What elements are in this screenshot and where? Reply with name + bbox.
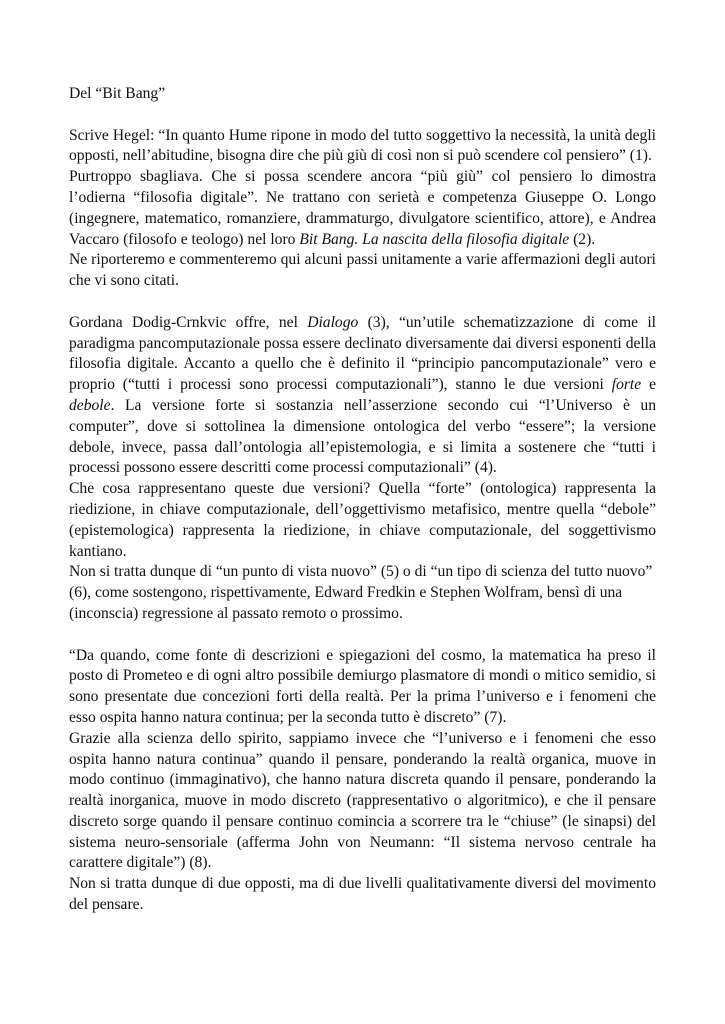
paragraph xyxy=(69,313,656,479)
paragraph-text: e xyxy=(641,376,656,394)
paragraph xyxy=(69,874,656,916)
paragraph xyxy=(69,729,656,875)
italic-text: Dialogo xyxy=(307,313,359,331)
paragraph-text: Non si tratta dunque di “un punto di vista nuovo” (5) o di “un tipo di scienza del tutto nuovo” (6), come sostengono, rispettivamente, Edward Fredkin e Stephen Wolfram, bensì di una (inconscia) regressione al passato remoto o prossimo. xyxy=(69,563,653,622)
paragraph-text: Che cosa rappresentano queste due versioni? Quella “forte” (ontologica) rappresenta la riedizione, in chiave computazionale, dell’oggettivismo metafisico, mentre quella “debole” (epistemologica) rappresenta la riedizione, in chiave computazionale, del soggettivismo kantiano. xyxy=(69,480,656,560)
document-body xyxy=(69,126,656,916)
section-spacer xyxy=(69,625,656,646)
section-spacer xyxy=(69,292,656,313)
paragraph-text: Gordana Dodig-Crnkvic offre, nel xyxy=(69,313,308,331)
paragraph xyxy=(69,250,656,292)
section-1 xyxy=(69,126,656,292)
section-2 xyxy=(69,313,656,625)
paragraph xyxy=(69,646,656,729)
paragraph xyxy=(69,167,656,250)
document-title: Del “Bit Bang” xyxy=(69,85,166,102)
paragraph-text: (3), “un’utile schematizzazione di come il paradigma pancomputazionale possa essere declinato diversamente dai diversi esponenti della filosofia digitale. Accanto a quello che è definito il “principio pancomputazionale” vero e proprio (“tutti i processi sono processi computazionali”), stanno le due versioni xyxy=(69,313,656,394)
paragraph-text: Scrive Hegel: “In quanto Hume ripone in modo del tutto soggettivo la necessità, la unità degli opposti, nell’abitudine, bisogna dire che più giù di così non si può scendere col pensiero” (1). xyxy=(69,126,656,165)
paragraph-text: Purtroppo sbagliava. Che si possa scendere ancora “più giù” col pensiero lo dimostra l’odierna “filosofia digitale”. Ne trattano con serietà e competenza Giuseppe O. Longo (ingegnere, matematico, romanziere, drammaturgo, divulgatore scientifico, attore), e Andrea Vaccaro (filosofo e teologo) nel loro xyxy=(69,168,656,248)
italic-text: forte xyxy=(611,376,642,394)
paragraph xyxy=(69,562,656,624)
paragraph-text: . La versione forte si sostanzia nell’asserzione secondo cui “l’Universo è un computer”, dove si sottolinea la dimensione ontologica del verbo “essere”; la versione debole, invece, passa dall’ontologia all’epistemologia, e si limita a sostenere che “tutti i processi possono essere descritti come processi computazionali” (4). xyxy=(69,396,656,477)
italic-text: debole xyxy=(69,396,111,414)
paragraph-text: Non si tratta dunque di due opposti, ma di due livelli qualitativamente diversi del movimento del pensare. xyxy=(69,875,656,914)
paragraph-text: Grazie alla scienza dello spirito, sappiamo invece che “l’universo e i fenomeni che esso ospita hanno natura continua” quando il pensare, ponderando la realtà organica, muove in modo continuo (immaginativo), che hanno natura discreta quando il pensare, ponderando la realtà inorganica, muove in modo discreto (rappresentativo o algoritmico), e che il pensare discreto sorge quando il pensare continuo comincia a scorrere tra le “chiuse” (le sinapsi) del sistema neuro-sensoriale (afferma John von Neumann: “Il sistema nervoso centrale ha carattere digitale”) (8). xyxy=(69,729,656,872)
section-3 xyxy=(69,646,656,916)
italic-text: Bit Bang. La nascita della filosofia digitale xyxy=(299,230,570,248)
spacer xyxy=(69,105,656,126)
paragraph-text: Ne riporteremo e commenteremo qui alcuni passi unitamente a varie affermazioni degli autori che vi sono citati. xyxy=(69,251,656,290)
document-page xyxy=(69,84,656,916)
paragraph xyxy=(69,479,656,562)
paragraph-text: “Da quando, come fonte di descrizioni e spiegazioni del cosmo, la matematica ha preso il posto di Prometeo e di ogni altro possibile demiurgo plasmatore di mondi o mitico semidio, si sono presentate due concezioni forti della realtà. Per la prima l’universo e i fenomeni che esso ospita hanno natura continua; per la seconda tutto è discreto” (7). xyxy=(69,646,656,726)
paragraph-text: (2). xyxy=(569,230,596,248)
paragraph xyxy=(69,126,656,168)
